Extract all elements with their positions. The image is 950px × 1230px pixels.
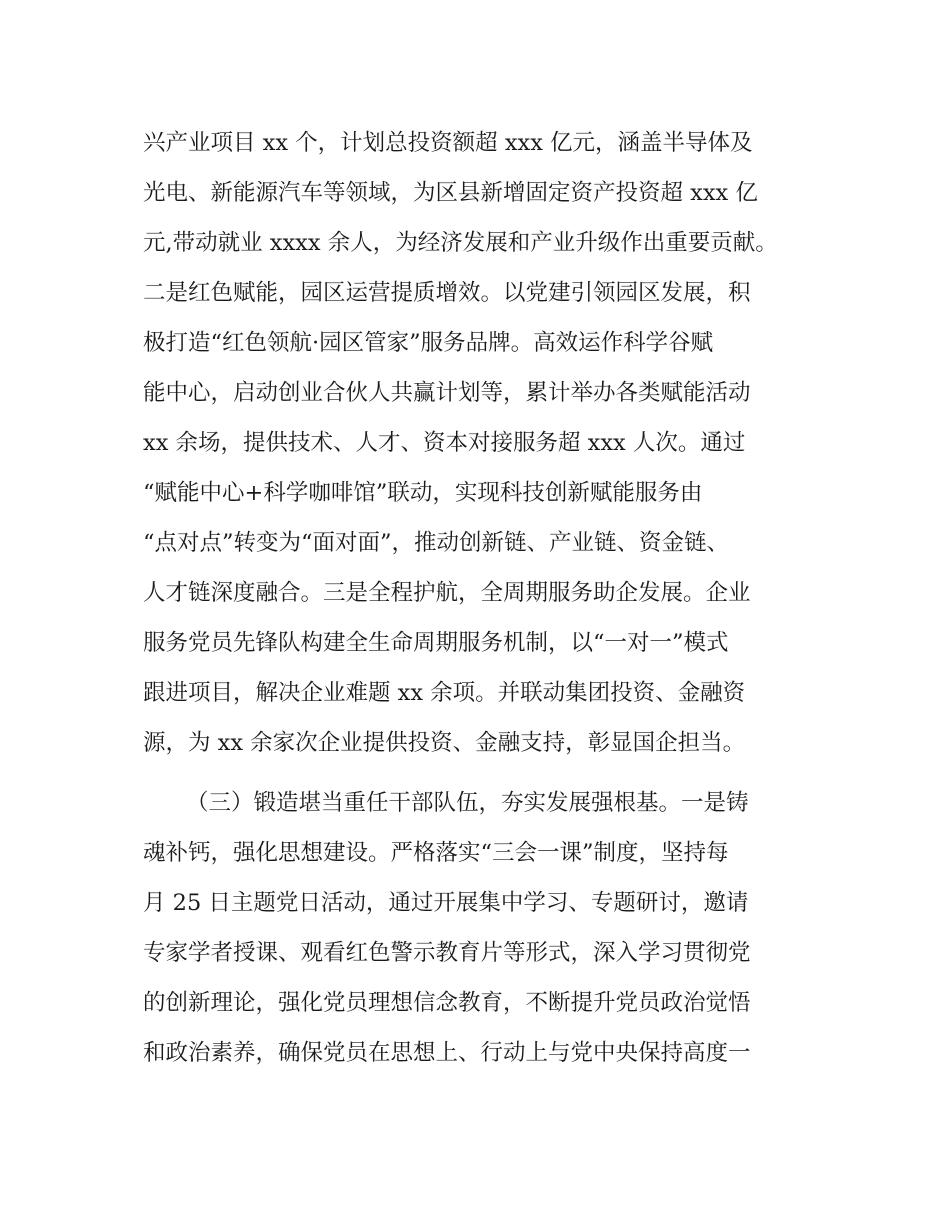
paragraph-2-line-5: 的创新理论，强化党员理想信念教育，不断提升党员政治觉悟 — [143, 990, 751, 1016]
paragraph-1-line-4: 二是红色赋能，园区运营提质增效。以党建引领园区发展，积 — [143, 280, 751, 306]
paragraph-1-line-8: “赋能中心+科学咖啡馆”联动，实现科技创新赋能服务由 — [143, 480, 703, 506]
paragraph-1-line-6: 能中心，启动创业合伙人共赢计划等，累计举办各类赋能活动 — [143, 380, 751, 406]
paragraph-1-line-1: 兴产业项目 xx 个，计划总投资额超 xxx 亿元，涵盖半导体及 — [143, 130, 753, 156]
paragraph-1-line-12: 跟进项目，解决企业难题 xx 余项。并联动集团投资、金融资 — [143, 680, 746, 706]
paragraph-2-line-3: 月 25 日主题党日活动，通过开展集中学习、专题研讨，邀请 — [143, 890, 749, 916]
paragraph-2-line-4: 专家学者授课、观看红色警示教育片等形式，深入学习贯彻党 — [143, 940, 751, 966]
paragraph-2-line-1: （三）锻造堪当重任干部队伍，夯实发展强根基。一是铸 — [186, 790, 749, 816]
paragraph-1-line-9: “点对点”转变为“面对面”，推动创新链、产业链、资金链、 — [143, 530, 730, 556]
paragraph-1-line-10: 人才链深度融合。三是全程护航，全周期服务助企发展。企业 — [143, 580, 751, 606]
paragraph-1-line-3: 元,带动就业 xxxx 余人，为经济发展和产业升级作出重要贡献。 — [143, 230, 778, 256]
paragraph-1-line-7: xx 余场，提供技术、人才、资本对接服务超 xxx 人次。通过 — [143, 430, 746, 456]
paragraph-1-line-11: 服务党员先锋队构建全生命周期服务机制，以“一对一”模式 — [143, 630, 729, 656]
paragraph-2-line-2: 魂补钙，强化思想建设。严格落实“三会一课”制度，坚持每 — [143, 840, 729, 866]
paragraph-1-line-5: 极打造“红色领航·园区管家”服务品牌。高效运作科学谷赋 — [143, 330, 714, 356]
paragraph-1-line-2: 光电、新能源汽车等领域，为区县新增固定资产投资超 xxx 亿 — [143, 180, 758, 206]
paragraph-1-line-13: 源，为 xx 余家次企业提供投资、金融支持，彰显国企担当。 — [143, 730, 746, 756]
paragraph-2-line-6: 和政治素养，确保党员在思想上、行动上与党中央保持高度一 — [143, 1040, 751, 1066]
